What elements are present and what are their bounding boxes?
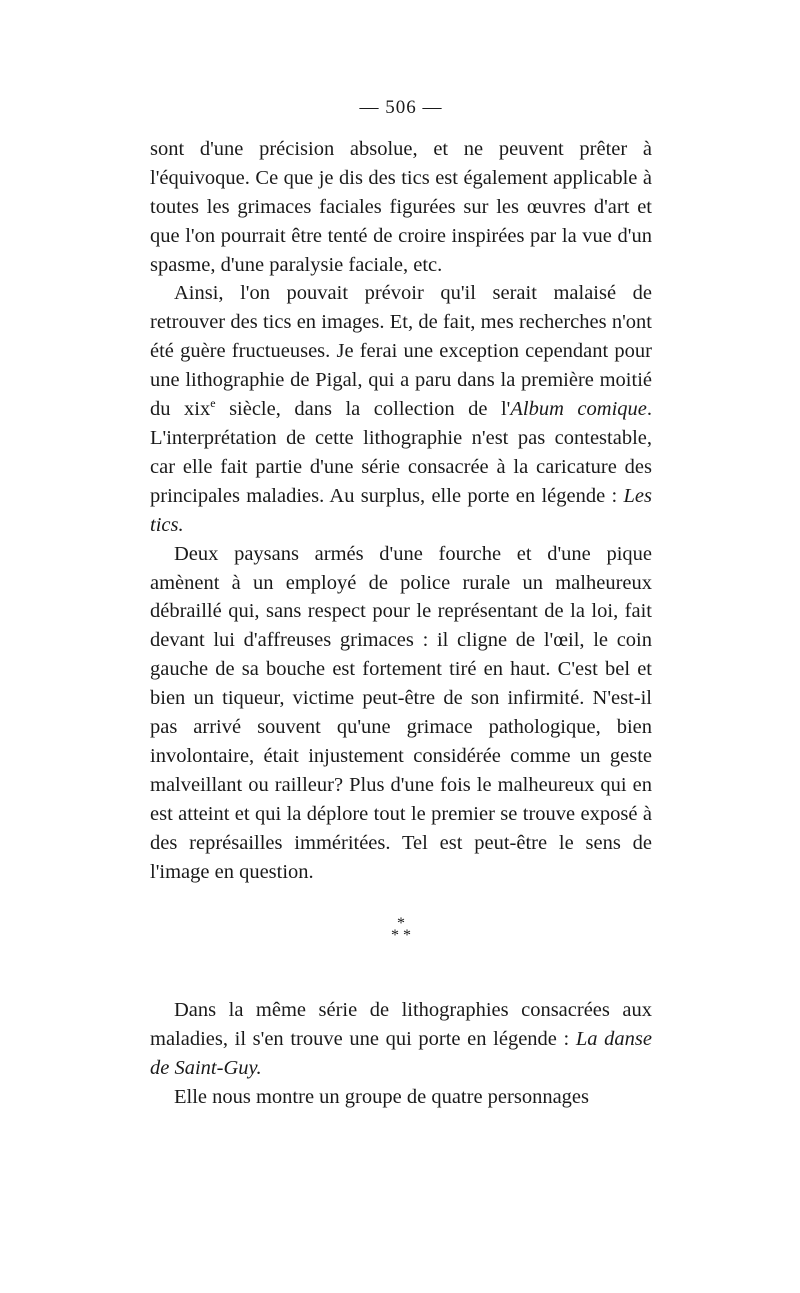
paragraph-4-text: Dans la même série de lithographies consacrées aux maladies, il s'en trouve une qui porte en légende : — [150, 999, 652, 1051]
paragraph-1-text: sont d'une précision absolue, et ne peuvent prêter à l'équivoque. Ce que je dis des tics est également applicable à toutes les grimaces faciales figurées sur les œuvres d'art et que l'on pourrait être tenté de croire inspirées par la vue d'un spasme, d'une paralysie faciale, etc. — [150, 137, 652, 276]
paragraph-danse-saint-guy — [150, 996, 652, 1083]
legend-les-tics: Les tics. — [150, 484, 652, 536]
section-ornament — [150, 916, 652, 944]
ornament-top-star: * — [397, 915, 405, 933]
century-superscript: e — [210, 396, 216, 411]
paragraph-5-text: Elle nous montre un groupe de quatre personnages — [174, 1086, 590, 1109]
paragraph-continuation — [150, 135, 652, 280]
paragraph-2-text-c: . L'interprétation de cette lithographie n'est pas contestable, car elle fait partie d'une série consacrée à la caricature des principales maladies. Au surplus, elle porte en légende : — [150, 398, 652, 507]
paragraph-3-text: Deux paysans armés d'une fourche et d'une pique amènent à un employé de police rurale un malheureux débraillé qui, sans respect pour le représentant de la loi, fait devant lui d'affreuses grimaces : il cligne de l'œil, le coin gauche de sa bouche est fortement tiré en haut. C'est bel et bien un tiqueur, victime peut-être de son infirmité. N'est-il pas arrivé souvent qu'une grimace pathologique, bien involontaire, était injustement considérée comme un geste malveillant ou railleur? Plus d'une fois le malheureux qui en est atteint et qui la déplore tout le premier se trouve exposé à des représailles imméritées. Tel est peut-être le sens de l'image en question. — [150, 542, 652, 883]
paragraph-tics-in-images — [150, 279, 652, 539]
book-page — [150, 94, 652, 1112]
paragraph-lithograph-description — [150, 540, 652, 887]
paragraph-2-text-a: Ainsi, l'on pouvait prévoir qu'il serait malaisé de retrouver des tics en images. Et, de fait, mes recherches n'ont été guère fructueuses. Je ferai une exception cependant pour une lithographie de Pigal, qui a paru dans la première moitié du xix — [150, 282, 652, 421]
ornament-bottom-stars: * * — [391, 927, 411, 945]
album-comique-title: Album comique — [510, 398, 647, 421]
paragraph-group-four — [150, 1083, 652, 1112]
paragraph-2-text-b: siècle, dans la collection de l' — [215, 398, 511, 421]
legend-danse-saint-guy: La danse de Saint-Guy. — [150, 1028, 652, 1080]
page-number: — 506 — — [359, 97, 443, 118]
